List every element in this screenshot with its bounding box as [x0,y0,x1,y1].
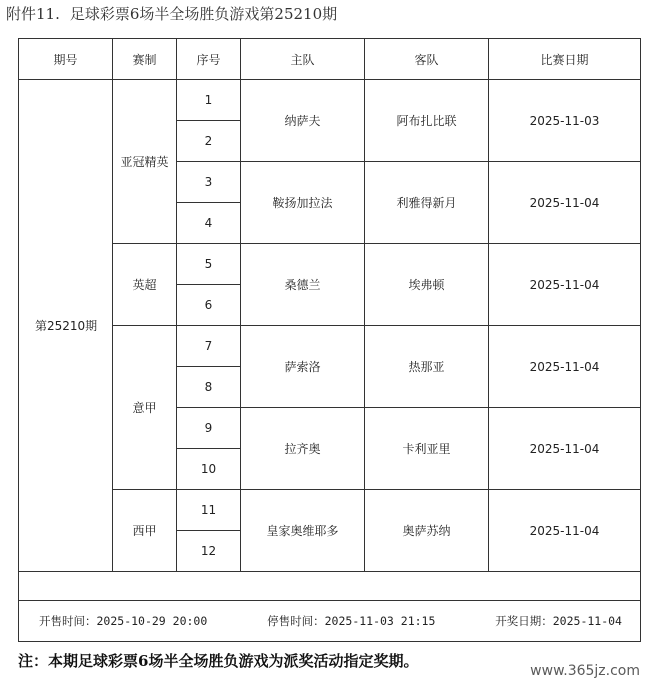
header-match-date: 比赛日期 [489,39,641,80]
table-row [19,326,641,367]
table-row [19,80,641,121]
competition-cell: 意甲 [113,326,177,490]
seq-cell: 5 [177,244,241,285]
competition-cell: 英超 [113,244,177,326]
seq-cell: 7 [177,326,241,367]
title-prefix: 附件11. [6,5,60,23]
home-team-cell: 皇家奥维耶多 [241,490,365,572]
match-date-cell: 2025-11-04 [489,326,641,408]
away-team-cell: 阿布扎比联 [365,80,489,162]
home-team-cell: 纳萨夫 [241,80,365,162]
header-row [19,39,641,80]
header-period: 期号 [19,39,113,80]
seq-cell: 8 [177,367,241,408]
watermark: www.365jz.com [530,663,640,679]
match-date-cell: 2025-11-04 [489,162,641,244]
sale-stop-value: 2025-11-03 21:15 [324,614,436,628]
seq-cell: 4 [177,203,241,244]
away-team-cell: 热那亚 [365,326,489,408]
draw-date-group [495,613,622,629]
away-team-cell: 利雅得新月 [365,162,489,244]
header-away-team: 客队 [365,39,489,80]
away-team-cell: 奥萨苏纳 [365,490,489,572]
seq-cell: 10 [177,449,241,490]
header-competition: 赛制 [113,39,177,80]
draw-date-value: 2025-11-04 [552,614,622,628]
home-team-cell: 鞍扬加拉法 [241,162,365,244]
blank-cell [19,572,641,601]
schedule-table [18,38,641,642]
table-row [19,244,641,285]
sale-start-label: 开售时间： [39,614,97,628]
blank-row [19,572,641,601]
match-date-cell: 2025-11-04 [489,408,641,490]
sale-times-cell [19,601,641,642]
seq-cell: 1 [177,80,241,121]
sale-stop-label: 停售时间： [267,614,325,628]
seq-cell: 6 [177,285,241,326]
away-team-cell: 埃弗顿 [365,244,489,326]
period-cell: 第25210期 [19,80,113,572]
home-team-cell: 拉齐奥 [241,408,365,490]
match-date-cell: 2025-11-04 [489,244,641,326]
title-main: 足球彩票6场半全场胜负游戏第25210期 [69,5,338,23]
home-team-cell: 桑德兰 [241,244,365,326]
footnote: 注：本期足球彩票6场半全场胜负游戏为派奖活动指定奖期。 [18,652,419,670]
document-title [6,2,337,26]
match-date-cell: 2025-11-03 [489,80,641,162]
competition-cell: 亚冠精英 [113,80,177,244]
sale-start-group [39,613,207,629]
sale-stop-group [267,613,435,629]
draw-date-label: 开奖日期： [495,614,553,628]
match-date-cell: 2025-11-04 [489,490,641,572]
header-home-team: 主队 [241,39,365,80]
seq-cell: 11 [177,490,241,531]
header-seq: 序号 [177,39,241,80]
sale-start-value: 2025-10-29 20:00 [96,614,208,628]
home-team-cell: 萨索洛 [241,326,365,408]
table-row [19,490,641,531]
seq-cell: 12 [177,531,241,572]
sale-times-row [19,601,641,642]
competition-cell: 西甲 [113,490,177,572]
seq-cell: 2 [177,121,241,162]
seq-cell: 9 [177,408,241,449]
away-team-cell: 卡利亚里 [365,408,489,490]
seq-cell: 3 [177,162,241,203]
